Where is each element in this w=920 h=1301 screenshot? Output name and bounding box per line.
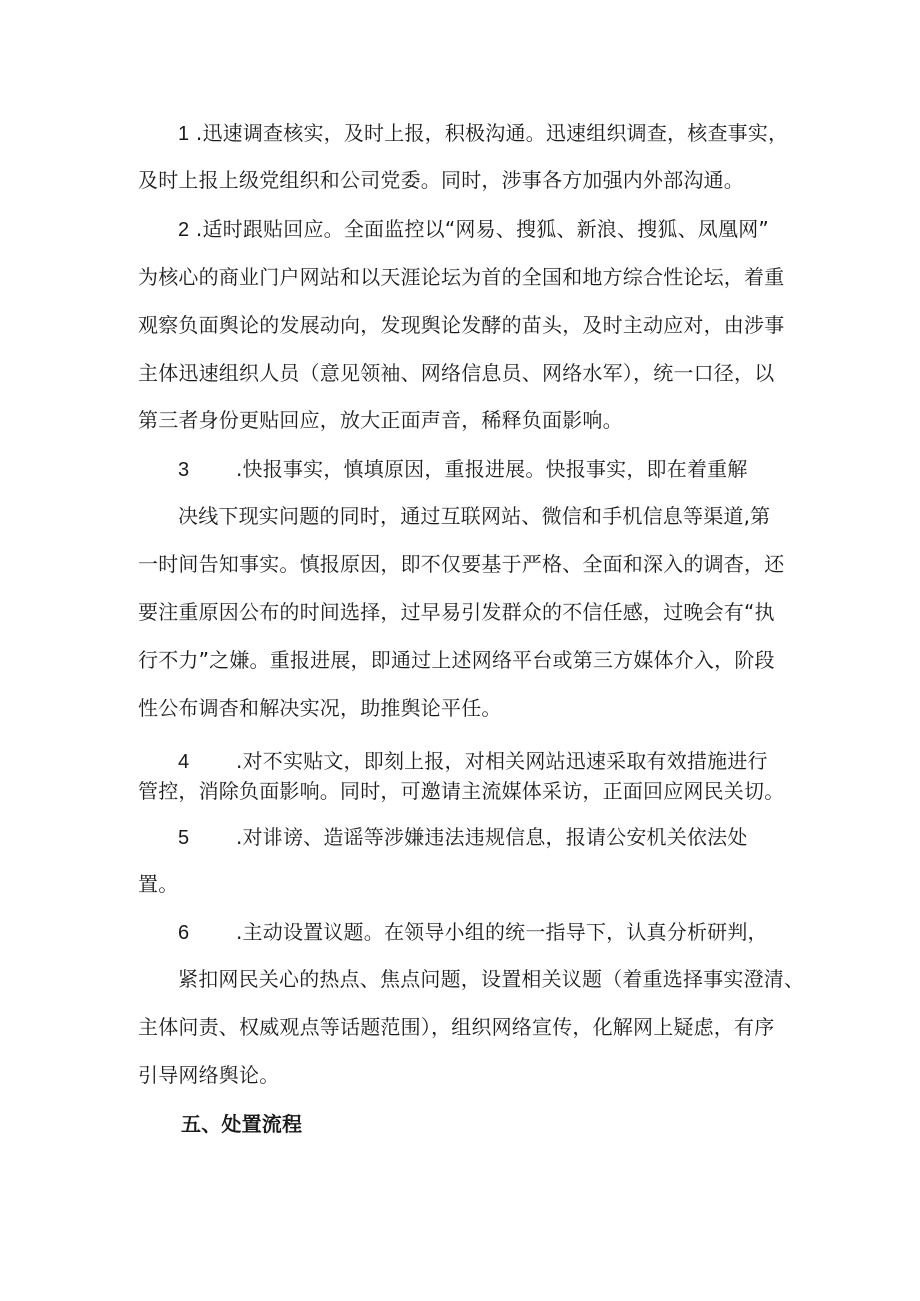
item-3-line-6: 性公布调杳和解决实况，助推舆论平任。 bbox=[138, 696, 502, 720]
section-heading: 五、处置流程 bbox=[181, 1112, 303, 1136]
item-1-line-1 bbox=[178, 119, 788, 148]
item-6-line-2: 紧扣网民关心的热点、焦点问题，设置相关议题（着重选择事实澄清、 bbox=[178, 967, 805, 991]
item-2-text-1: .适时跟贴回应。全面监控以“网易、搜狐、新浪、搜狐、凤凰网” bbox=[195, 217, 769, 241]
item-2-line-2: 为核心的商业门户网站和以天涯论坛为首的全国和地方综合性论坛，着重 bbox=[138, 265, 785, 289]
item-2-number: 2 bbox=[178, 219, 190, 241]
item-3-line-2: 决线下现实问题的同时，通过互联网站、微信和手机信息等渠道,第 bbox=[178, 504, 771, 528]
item-4-line-2: 管控，消除负面影响。同时，可邀请主流媒体采访，正面回应网民关切。 bbox=[138, 779, 785, 803]
item-6-number: 6 bbox=[178, 922, 190, 944]
item-2-line-1 bbox=[178, 215, 769, 244]
item-5-text-1: .对诽谤、造谣等涉嫌违法违规信息，报请公安机关依法处 bbox=[236, 825, 748, 849]
item-6-line-3: 主体问责、权威观点等话题范围），组织网络宣传，化解网上疑虑，有序 bbox=[138, 1015, 775, 1039]
item-3-line-3: 一时间告知事实。慎报原因，即不仅要基于严格、全面和深入的调杳，还 bbox=[138, 552, 785, 576]
item-1-number: 1 bbox=[178, 123, 190, 145]
item-1-text-1: .迅速调查核实，及时上报，积极沟通。迅速组织调查，核查事实， bbox=[195, 121, 789, 145]
item-4-text-1: .对不实贴文，即刻上报，对相关网站迅速采取有效措施进行 bbox=[236, 749, 768, 773]
item-2-line-3: 观察负面舆论的发展动向，发现舆论发酵的苗头，及时主动应对，由涉事 bbox=[138, 313, 785, 337]
item-3-number: 3 bbox=[178, 459, 190, 481]
item-3-line-5: 行不力”之嫌。重报进展，即通过上述网络平台或第三方媒体介入，阶段 bbox=[138, 648, 775, 672]
item-3-line-1 bbox=[178, 455, 748, 484]
item-5-line-2: 置。 bbox=[138, 872, 179, 896]
item-4-line-1 bbox=[178, 747, 768, 776]
item-2-line-5: 第三者身份更贴回应，放大正面声音，稀释负面影响。 bbox=[138, 408, 623, 432]
item-3-line-4: 要注重原因公布的时间选择，过早易引发群众的不信任感，过晚会有“执 bbox=[138, 600, 775, 624]
item-6-line-1 bbox=[178, 918, 768, 947]
item-5-line-1 bbox=[178, 823, 748, 852]
item-6-line-4: 引导网络舆论。 bbox=[138, 1063, 280, 1087]
item-4-number: 4 bbox=[178, 751, 190, 773]
item-1-line-2: 及时上报上级党组织和公司党委。同时，涉事各方加强内外部沟通。 bbox=[138, 168, 744, 192]
item-2-line-4: 主体迅速组织人员（意见领袖、网络信息员、网络水军），统一口径，以 bbox=[138, 361, 775, 385]
item-3-text-1: .快报事实，慎填原因，重报进展。快报事实，即在着重解 bbox=[236, 457, 748, 481]
item-5-number: 5 bbox=[178, 827, 190, 849]
item-6-text-1: .主动设置议题。在领导小组的统一指导下，认真分析研判， bbox=[236, 920, 768, 944]
